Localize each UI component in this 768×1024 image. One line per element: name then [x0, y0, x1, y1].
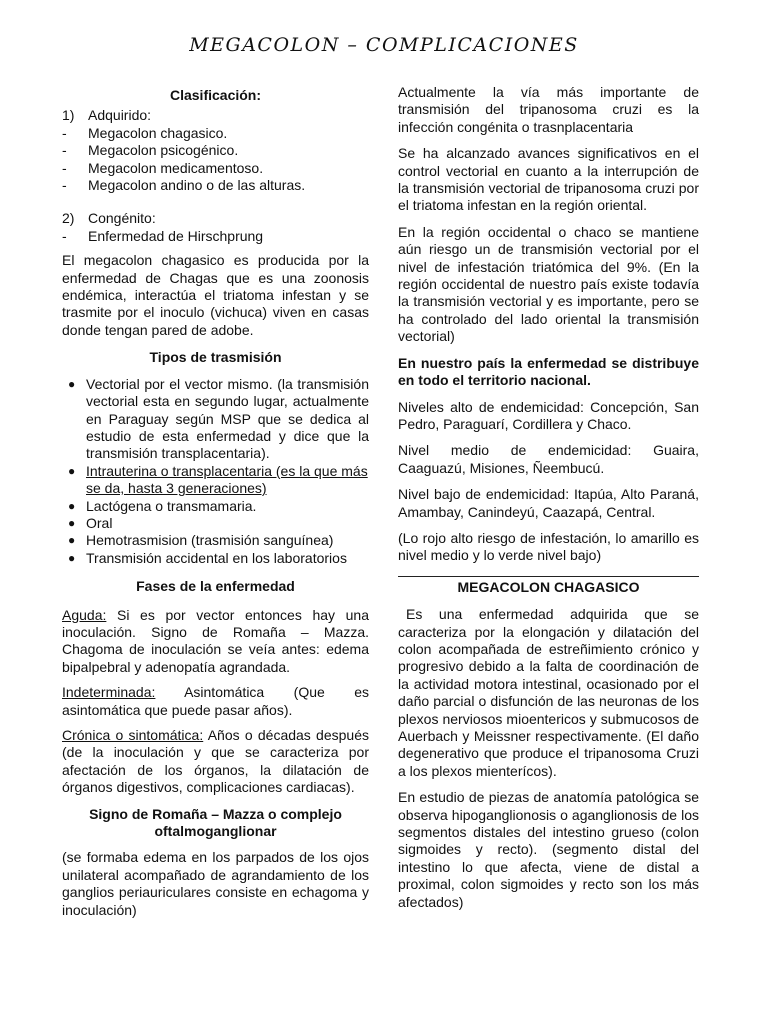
paragraph: Se ha alcanzado avances significativos en el control vectorial en cuanto a la interrupción de la transmisión vectorial de tripanosoma cruzi por el triatoma infestan en la región oriental.: [398, 145, 699, 214]
list-item-text: Transmisión accidental en los laboratorios: [86, 549, 347, 566]
list-item: [62, 160, 369, 177]
list-item: ● Intrauterina o transplacentaria (es la que más se da, hasta 3 generaciones): [68, 462, 368, 497]
fase-cronica-label: Crónica o sintomática:: [62, 727, 204, 743]
list-item: ● Transmisión accidental en los laboratorios: [62, 550, 369, 567]
fases-heading: Fases de la enfermedad: [136, 578, 295, 595]
congenito-label: Congénito:: [88, 210, 156, 227]
dash: -: [62, 142, 67, 159]
left-column: [62, 84, 369, 919]
fase-indeterminada-text: Asintomática (Que es asintomática que puede pasar años).: [62, 684, 369, 718]
adquirido-label: Adquirido:: [88, 107, 152, 124]
list-item: [62, 228, 369, 245]
bold-paragraph: En nuestro país la enfermedad se distribuye en todo el territorio nacional.: [398, 354, 699, 389]
list-item: ● Hemotrasmision (trasmisión sanguínea): [62, 532, 369, 549]
paragraph: Actualmente la vía más importante de transmisión del tripanosoma cruzi es la infección congénita o trasnplacentaria: [398, 84, 699, 135]
megacolon-heading: MEGACOLON CHAGASICO: [457, 578, 640, 595]
fase-aguda-label: Aguda:: [62, 606, 107, 623]
clasificacion-heading: Clasificación:: [169, 87, 262, 103]
right-column: [398, 84, 699, 911]
dash: -: [62, 124, 67, 141]
dash: -: [62, 227, 67, 244]
fase-cronica: [62, 727, 369, 797]
list-item-text: Lactógena o transmamaria.: [86, 497, 257, 514]
list-number: 2): [62, 210, 75, 227]
intro-paragraph: El megacolon chagasico es producida por la enfermedad de Chagas que es una zoonosis endémica, interactúa el triatoma infestan y se trasmite por el inoculo (vichuca) viven en casas donde tengan pared de adobe.: [62, 252, 369, 338]
list-item-text: Megacolon chagasico.: [88, 124, 228, 141]
list-item: ● Vectorial por el vector mismo. (la transmisión vectorial esta en segundo lugar, actualmente en Paraguay según MSP que se dedica al estudio de esta enfermedad y dice que la transmisión transplacentaria).: [68, 375, 369, 462]
dash: -: [62, 159, 67, 176]
dash: -: [62, 177, 67, 194]
list-item-text: Megacolon psicogénico.: [88, 142, 239, 159]
list-item: [62, 142, 369, 159]
list-item-text: Enfermedad de Hirschprung: [88, 227, 264, 244]
list-item: ● Oral: [62, 515, 369, 532]
paragraph: Niveles alto de endemicidad: Concepción, San Pedro, Paraguarí, Cordillera y Chaco.: [398, 398, 699, 432]
paragraph: Nivel bajo de endemicidad: Itapúa, Alto Paraná, Amambay, Canindeyú, Caazapá, Central.: [398, 486, 699, 520]
list-item: [62, 177, 369, 194]
paragraph: Nivel medio de endemicidad: Guaira, Caaguazú, Misiones, Ñeembucú.: [398, 442, 699, 476]
list-item-text: Megacolon andino o de las alturas.: [88, 177, 306, 194]
adquirido-item: [62, 107, 369, 124]
fase-cronica-text: Años o décadas después (de la inoculación y que se caracteriza por afectación de los órganos, la dilatación de órganos digestivos, complicaciones cardiacas).: [62, 727, 369, 796]
list-item: [62, 125, 369, 142]
signo-heading: Signo de Romaña – Mazza o complejo oftalmoganglionar: [89, 805, 342, 840]
list-number: 1): [62, 107, 75, 124]
paragraph: Es una enfermedad adquirida que se caracteriza por la elongación y dilatación del colon acompañada de estreñimiento crónico y progresivo debido a la falta de coordinación de la actividad motora intestinal, ocasionado por el daño parcial o disfunción de las neuronas de los plexos nerviosos mioentericos y submucosos de Auerbach y Meissner respectivamente. (El daño degenerativo que produce el tripanosoma Cruzi a los plexos mienterícos).: [398, 606, 699, 779]
fase-aguda: [62, 607, 369, 677]
page-title: MEGACOLON – COMPLICACIONES: [189, 34, 579, 56]
signo-paragraph: (se formaba edema en los parpados de los ojos unilateral acompañado de agrandamiento de los ganglios periauriculares consiste en echagoma y inoculación): [62, 849, 369, 918]
list-item-text: Hemotrasmision (trasmisión sanguínea): [86, 532, 334, 549]
list-item-text: Megacolon medicamentoso.: [88, 159, 264, 176]
fase-aguda-text: Si es por vector entonces hay una inoculación. Signo de Romaña – Mazza. Chagoma de inoculación se veía antes: edema bipalpebral y adenopatía agrandada.: [62, 606, 369, 675]
fase-indeterminada-label: Indeterminada:: [62, 684, 156, 701]
list-item-text: Intrauterina o transplacentaria (es la que más se da, hasta 3 generaciones): [86, 462, 368, 497]
tipos-heading: Tipos de trasmisión: [149, 349, 282, 366]
list-item: ● Lactógena o transmamaria.: [62, 498, 369, 515]
fase-indeterminada: [62, 684, 369, 719]
list-item-text: Vectorial por el vector mismo. (la transmisión vectorial esta en segundo lugar, actualmente en Paraguay según MSP que se dedica al estudio de esta enfermedad y dice que la transmisión transplacentaria).: [86, 375, 369, 462]
paragraph: En estudio de piezas de anatomía patológica se observa hipoganglionosis o aganglionosis de los segmentos distales del intestino grueso (colon sigmoides y recto). (segmento distal del intestino lo que afecta, viene de distal a proximal, colon sigmoides y recto son los más afectados): [398, 789, 699, 910]
paragraph: En la región occidental o chaco se mantiene aún riesgo un de transmisión vectorial por el nivel de infestación triatómica del 9%. (En la región occidental de nuestro país existe todavía la transmisión vectorial y es importante, pero se ha controlado del lado oriental la transmisión vectorial): [398, 223, 699, 345]
paragraph: (Lo rojo alto riesgo de infestación, lo amarillo es nivel medio y lo verde nivel bajo): [398, 529, 699, 564]
congenito-item: [62, 210, 369, 227]
list-item-text: Oral: [86, 514, 113, 531]
section-divider: [398, 576, 699, 577]
tipos-list: [62, 376, 369, 567]
